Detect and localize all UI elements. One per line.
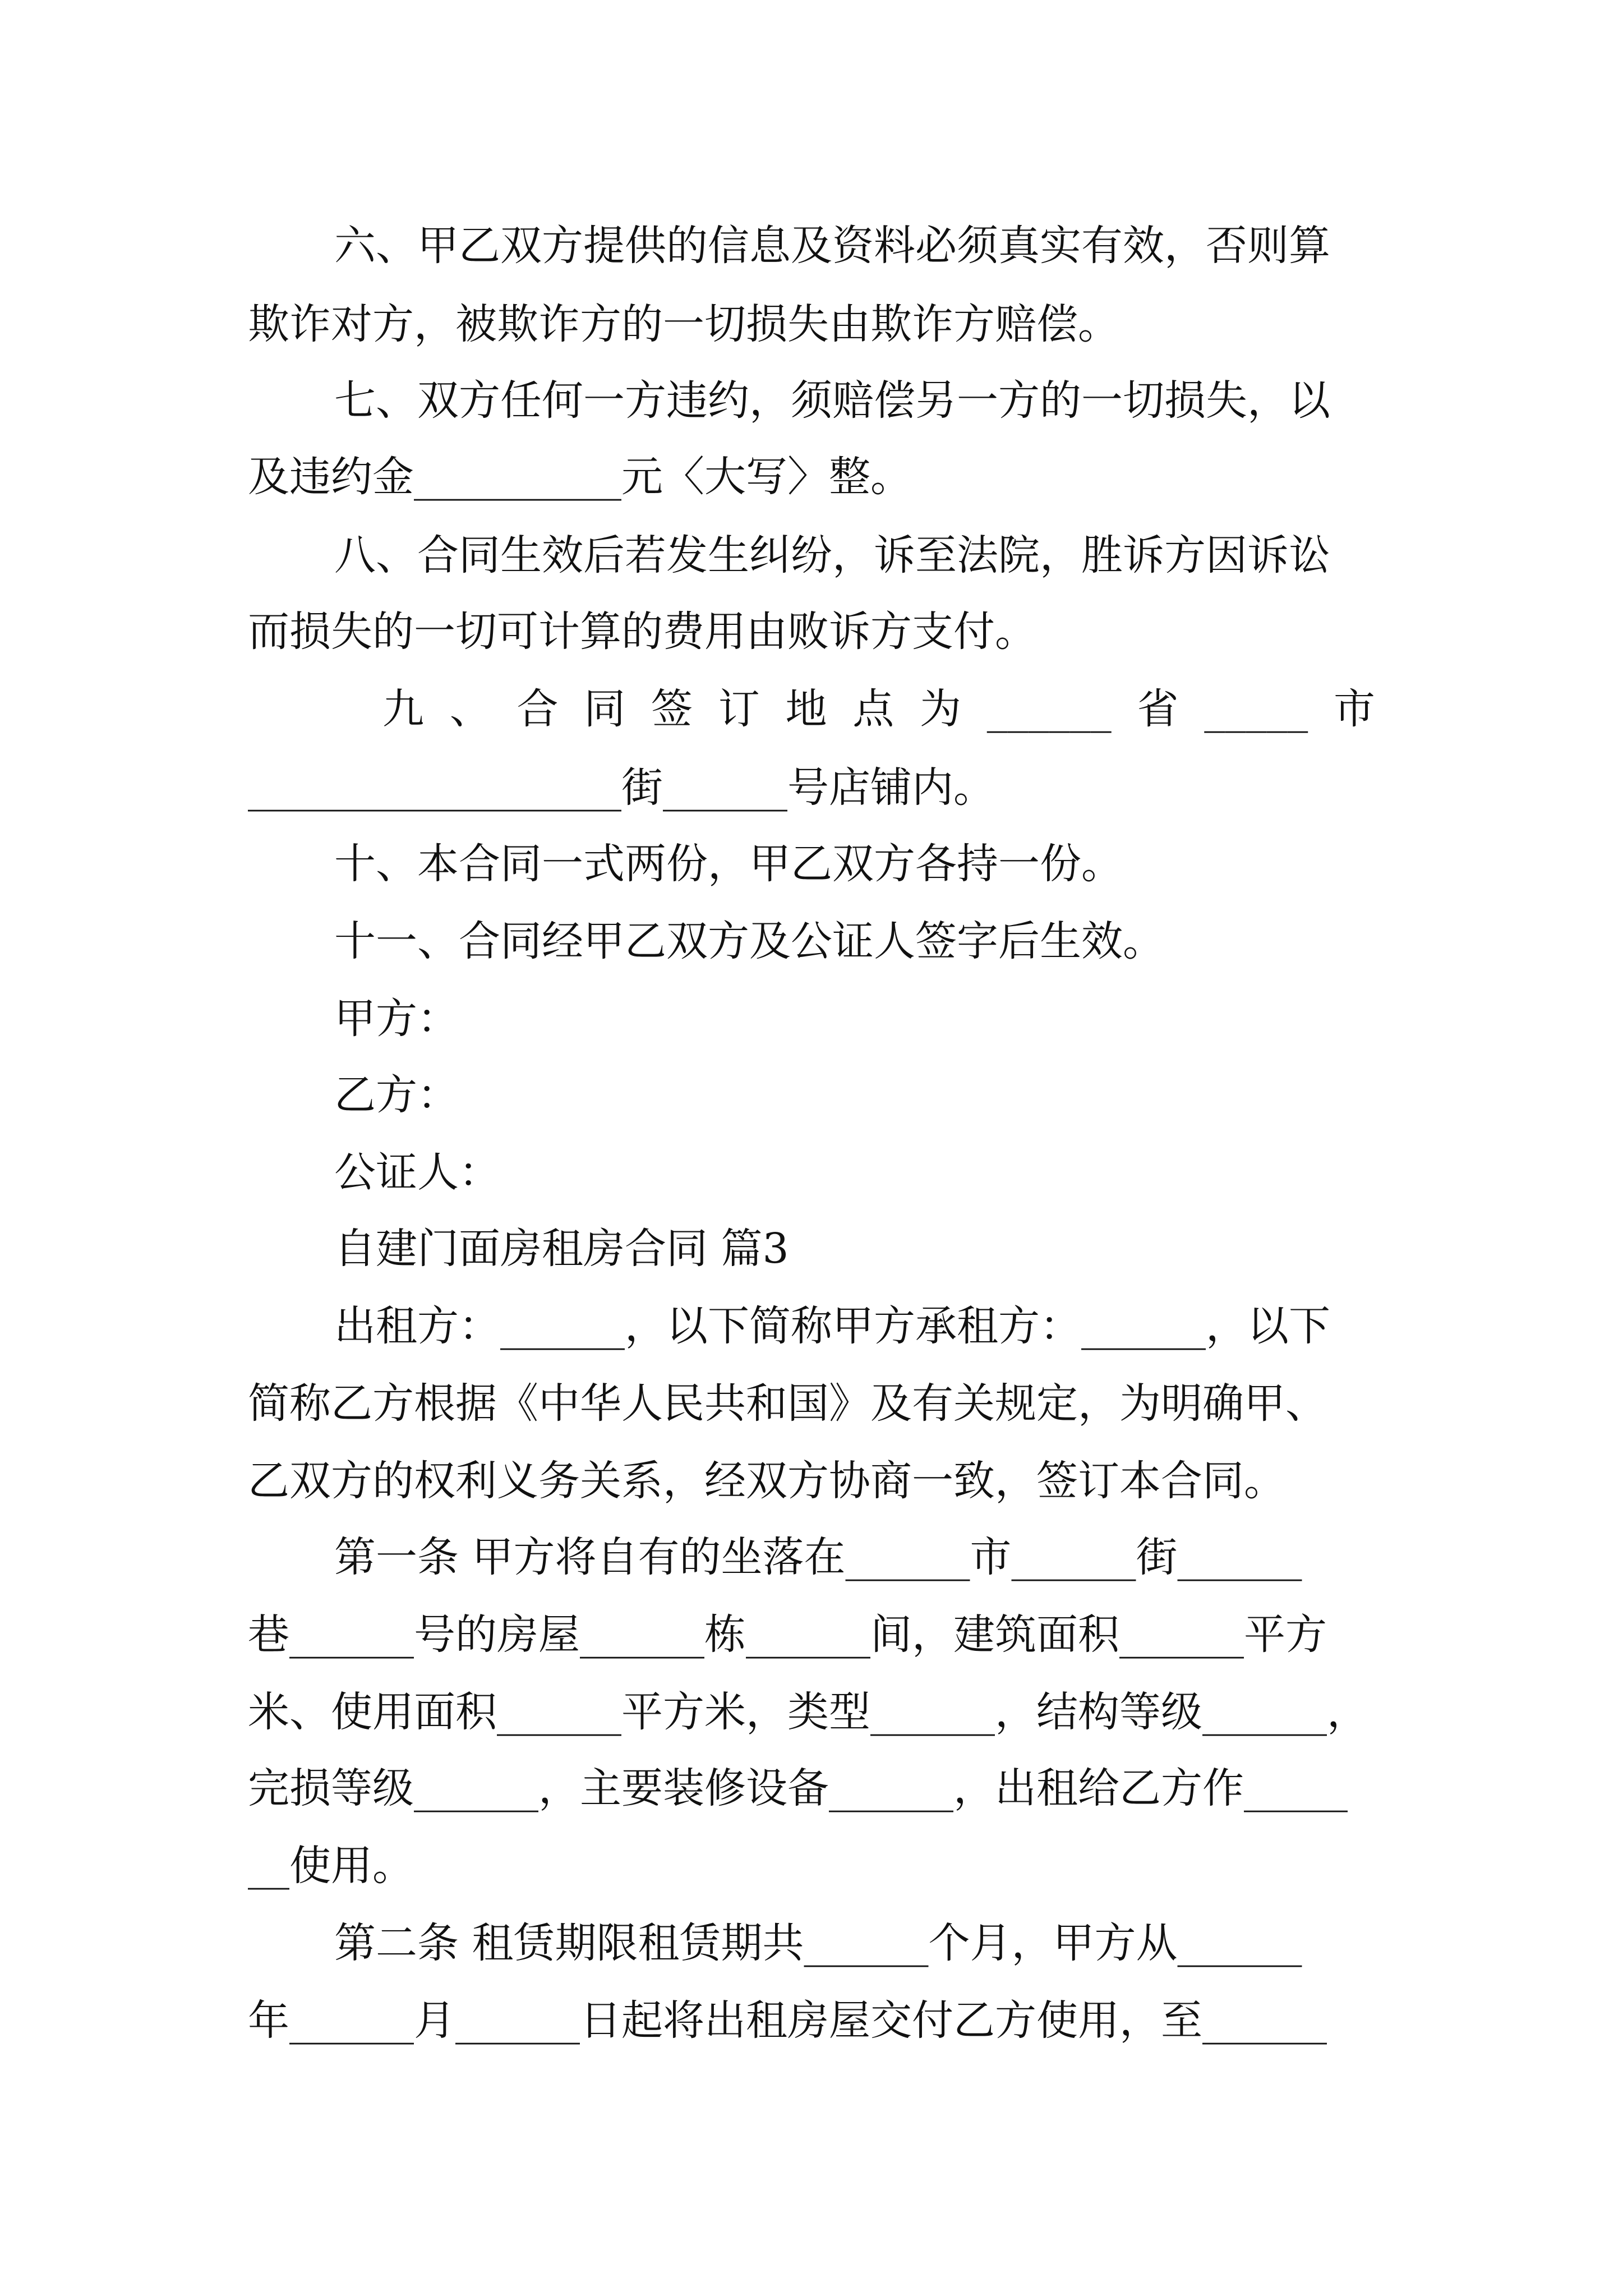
text-line: 十、本合同一式两份，甲乙双方各持一份。	[334, 840, 1123, 888]
text-line: __使用。	[248, 1842, 414, 1890]
text-line: 巷______号的房屋______栋______间，建筑面积______平方	[248, 1611, 1327, 1659]
text-line: __________________街______号店铺内。	[248, 763, 995, 812]
text-line: 六、甲乙双方提供的信息及资料必须真实有效，否则算	[334, 222, 1330, 270]
text-line: 乙方：	[334, 1071, 459, 1119]
text-line: 简称乙方根据《中华人民共和国》及有关规定，为明确甲、	[248, 1379, 1327, 1428]
text-line: 七、双方任何一方违约，须赔偿另一方的一切损失，以	[334, 376, 1330, 425]
text-line: 甲方：	[334, 995, 459, 1043]
text-line: 九、合同签订地点为______省_____市	[382, 685, 1375, 733]
section-heading: 自建门面房租房合同 篇3	[334, 1225, 789, 1273]
text-line: 八、合同生效后若发生纠纷，诉至法院，胜诉方因诉讼	[334, 531, 1330, 579]
text-line: 第二条 租赁期限租赁期共______个月，甲方从______	[334, 1919, 1302, 1967]
text-line: 及违约金__________元〈大写〉整。	[248, 453, 912, 501]
text-line: 欺诈对方，被欺诈方的一切损失由欺诈方赔偿。	[248, 300, 1119, 348]
text-line: 完损等级______，主要装修设备______，出租给乙方作_____	[248, 1764, 1348, 1812]
text-line: 十一、合同经甲乙双方及公证人签字后生效。	[334, 917, 1164, 965]
text-line: 第一条 甲方将自有的坐落在______市______街______	[334, 1533, 1302, 1581]
text-line: 乙双方的权利义务关系，经双方协商一致，签订本合同。	[248, 1457, 1285, 1505]
text-line: 米、使用面积______平方米，类型______，结构等级______，	[248, 1688, 1368, 1736]
text-line: 出租方：______，以下简称甲方承租方：______，以下	[334, 1302, 1330, 1350]
text-line: 而损失的一切可计算的费用由败诉方支付。	[248, 608, 1036, 656]
text-line: 年______月______日起将出租房屋交付乙方使用，至______	[248, 1996, 1327, 2045]
text-line: 公证人：	[334, 1148, 500, 1197]
